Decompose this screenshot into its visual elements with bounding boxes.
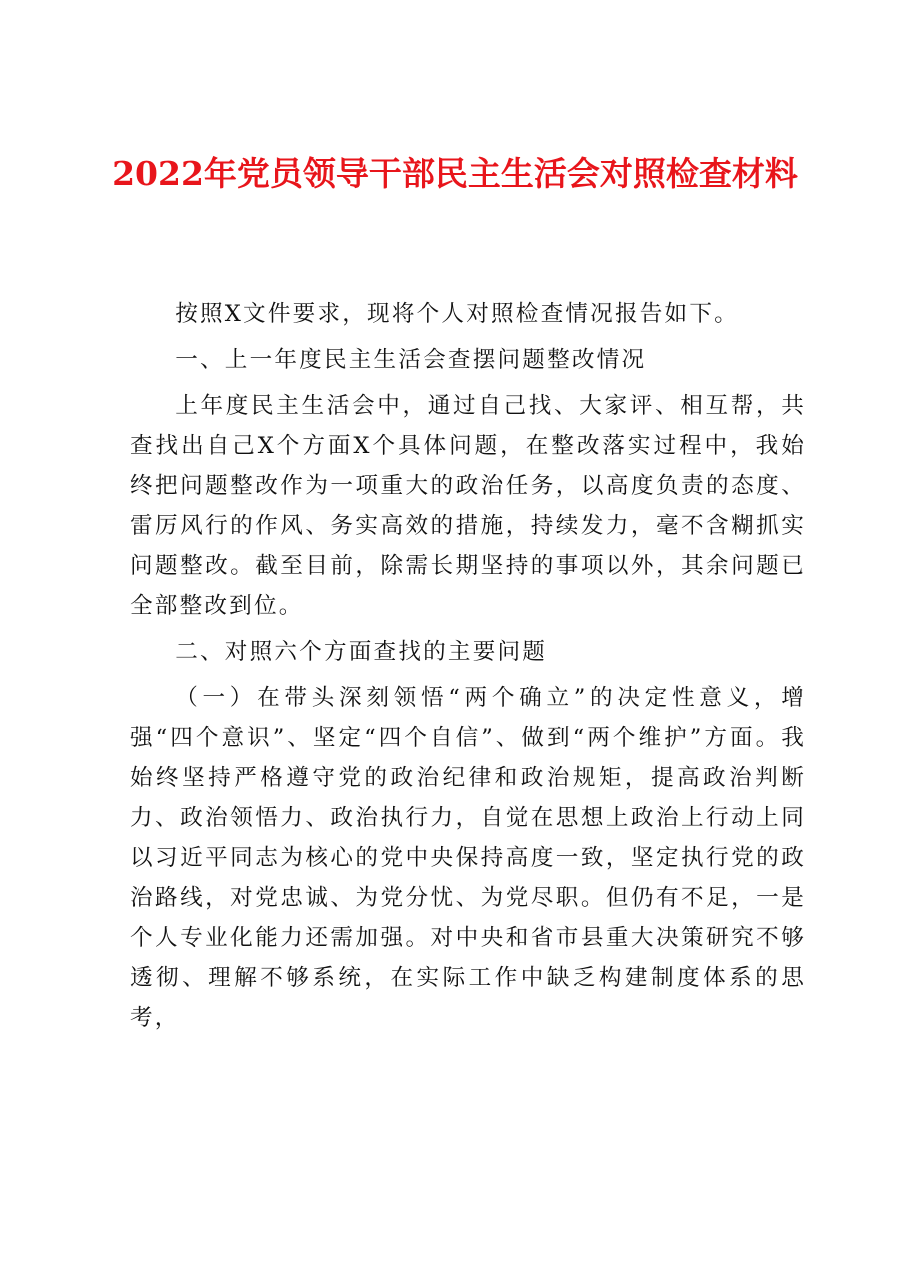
section-heading-2: 二、对照六个方面查找的主要问题 [175,639,548,665]
section-heading-1: 一、上一年度民主生活会查摆问题整改情况 [175,347,647,373]
paragraph-intro: 按照X文件要求，现将个人对照检查情况报告如下。 [175,301,739,327]
document-title: 2022年党员领导干部民主生活会对照检查材料 [112,154,798,193]
paragraph-subsection-1: （一）在带头深刻领悟“两个确立”的决定性意义，增强“四个意识”、坚定“四个自信”、做到“两个维护”方面。我始终坚持严格遵守党的政治纪律和政治规矩，提高政治判断力、政治领悟力、政治执行力，自觉在思想上政治上行动上同以习近平同志为核心的党中央保持高度一致，坚定执行党的政治路线，对党忠诚、为党分忧、为党尽职。但仍有不足，一是个人专业化能力还需加强。对中央和省市县重大决策研究不够透彻、理解不够系统，在实际工作中缺乏构建制度体系的思考， [130,685,806,1031]
document-body [130,294,806,1038]
paragraph-rectification: 上年度民主生活会中，通过自己找、大家评、相互帮，共查找出自己X个方面X个具体问题，在整改落实过程中，我始终把问题整改作为一项重大的政治任务，以高度负责的态度、雷厉风行的作风、务实高效的措施，持续发力，毫不含糊抓实问题整改。截至目前，除需长期坚持的事项以外，其余问题已全部整改到位。 [130,393,806,619]
